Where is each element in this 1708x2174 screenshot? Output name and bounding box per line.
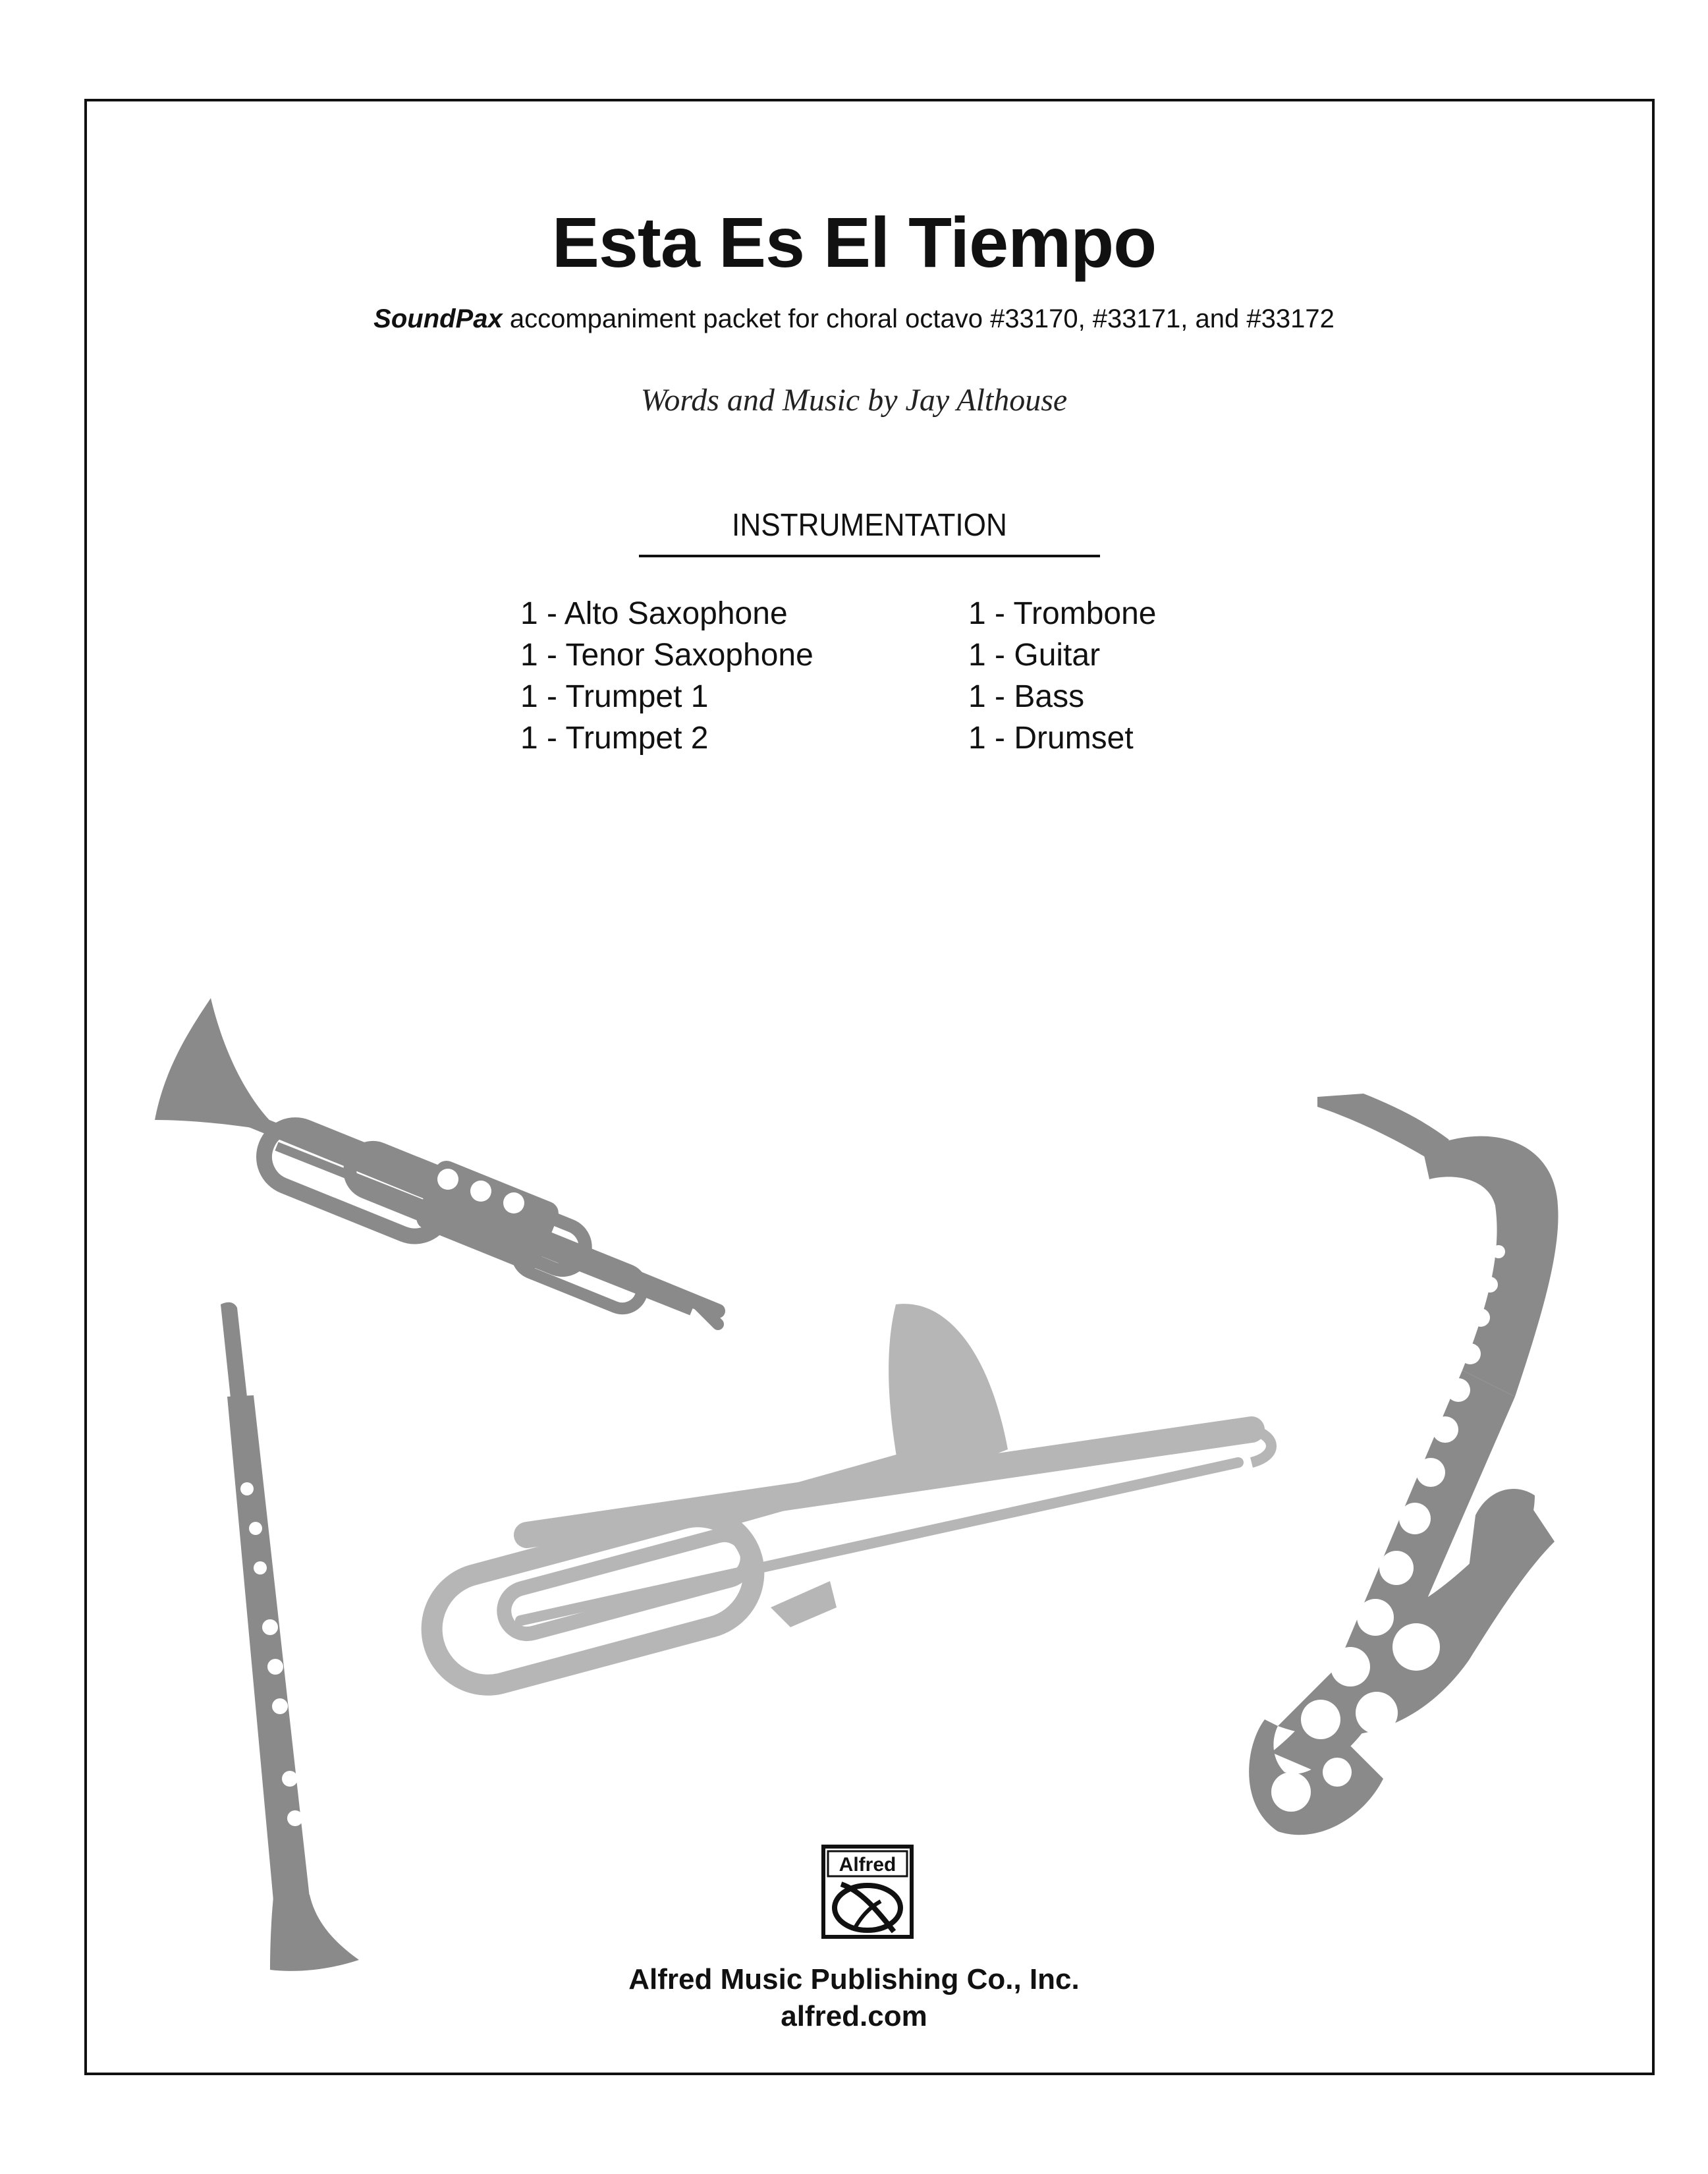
instrumentation-heading: INSTRUMENTATION xyxy=(732,508,1007,543)
publisher-website[interactable]: alfred.com xyxy=(781,2000,927,2032)
alfred-logo xyxy=(821,1845,914,1939)
composer-credit: Words and Music by Jay Althouse xyxy=(640,383,1068,418)
logo-text: Alfred xyxy=(839,1854,896,1876)
instrument-item: 1 - Trombone xyxy=(968,596,1157,631)
subtitle-brand: SoundPax xyxy=(373,304,503,333)
instrument-item: 1 - Guitar xyxy=(968,638,1101,673)
instrument-item: 1 - Alto Saxophone xyxy=(520,596,788,631)
instrument-item: 1 - Trumpet 2 xyxy=(520,721,709,756)
publisher-name: Alfred Music Publishing Co., Inc. xyxy=(628,1963,1080,1995)
clarinet-icon xyxy=(221,1302,359,1971)
page-title: Esta Es El Tiempo xyxy=(551,202,1157,282)
saxophone-icon xyxy=(1249,1094,1558,1835)
instrument-item: 1 - Drumset xyxy=(968,721,1134,756)
instrument-item: 1 - Tenor Saxophone xyxy=(520,638,813,673)
trumpet-icon xyxy=(155,998,718,1324)
subtitle-text: accompaniment packet for choral octavo #33170, #33171, and #33172 xyxy=(502,304,1335,333)
trombone-icon xyxy=(420,1304,1271,1698)
instrument-item: 1 - Bass xyxy=(968,679,1085,714)
instrument-item: 1 - Trumpet 1 xyxy=(520,679,709,714)
